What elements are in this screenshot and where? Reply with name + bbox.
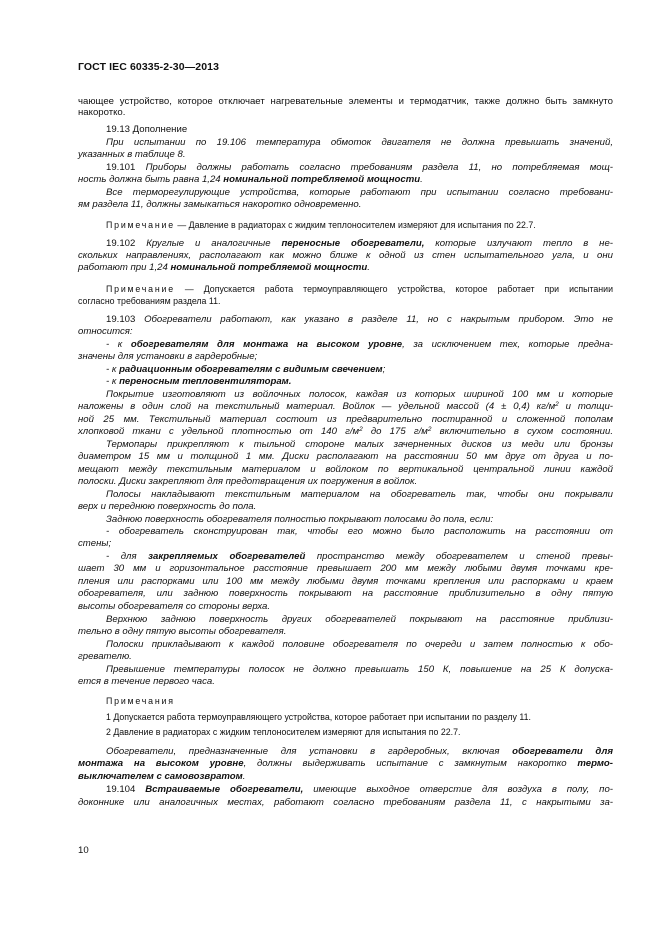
- text-line: Термопары прикрепляют к тыльной стороне малых зачерненных дисков из меди или бронзы: [106, 439, 613, 450]
- text-line: скольких направлениях, располагают как можно ближе к одной из стен испытательного угла, и они: [78, 250, 613, 261]
- text-line: работают при 1,24 номинальной потребляемой мощности.: [78, 262, 370, 273]
- list-item: - для закрепляемых обогревателей пространство между обогревателем и стеной превы-: [106, 551, 613, 562]
- text-line: При испытании по 19.106 температура обмоток двигателя не должна превышать значений,: [106, 137, 613, 148]
- text-line: накоротко.: [78, 107, 126, 118]
- text-line: высоты обогревателя со стороны верха.: [78, 601, 271, 612]
- text-line: Верхнюю заднюю поверхность других обогревателей покрывают на расстояние приблизи-: [106, 614, 613, 625]
- text-line: 19.101 Приборы должны работать согласно требованиям раздела 11, но потребляемая мощ-: [106, 162, 613, 173]
- text-line: Все терморегулирующие устройства, которые работают при испытании согласно требовани-: [106, 187, 613, 198]
- note-item: 2 Давление в радиаторах с жидким теплоносителем измеряют для испытания по 22.7.: [106, 727, 461, 737]
- notes-heading: Примечания: [106, 696, 175, 706]
- text-line: значены для установки в гардеробные;: [78, 351, 258, 362]
- document-header: ГОСТ IEC 60335-2-30—2013: [78, 61, 220, 73]
- text-line: чающее устройство, которое отключает нагревательные элементы и термодатчик, также должно быть замкнуто: [78, 96, 613, 107]
- text-line: ется в течение первого часа.: [78, 676, 215, 687]
- text-line: ной 25 мм. Текстильный материал состоит из предварительно постиранной и сложенной пополам: [78, 414, 613, 425]
- list-item: - обогреватель сконструирован так, чтобы его можно было расположить на расстоянии от: [106, 526, 613, 537]
- text-line: Обогреватели, предназначенные для установки в гардеробных, включая обогреватели для: [106, 746, 613, 757]
- note-line: согласно требованиям раздела 11.: [78, 296, 221, 306]
- text-line: обогревателя, или заднюю поверхность покрывают на расстояние приблизительно в одну пятую: [78, 588, 613, 599]
- page-number: 10: [78, 845, 89, 856]
- note: Примечание — Допускается работа термоуправляющего устройства, которое работает при испытании: [106, 284, 613, 294]
- text-line: диаметром 15 мм и толщиной 1 мм. Диски располагают на расстоянии 50 мм друг от друга и по-: [78, 451, 613, 462]
- section-heading-19-13: 19.13 Дополнение: [106, 124, 188, 135]
- text-line: наложены в один слой на текстильный материал. Войлок — удельной массой (4 ± 0,4) $кг/м^2$ и толщи-: [78, 401, 614, 412]
- text-line: ность должна быть равна 1,24 номинальной потребляемой мощности.: [78, 174, 423, 185]
- text-line: Покрытие изготовляют из войлочных полосок, каждая из которых шириной 100 мм и которые: [106, 389, 613, 400]
- text-line: Полосы накладывают текстильным материалом на обогреватель так, чтобы они покрывали: [106, 489, 613, 500]
- note: Примечание — Давление в радиаторах с жидким теплоносителем измеряют для испытания по 22.7.: [106, 220, 536, 230]
- text-line: Полоски прикладывают к каждой половине обогревателя по очереди и затем полностью к обо-: [106, 639, 613, 650]
- text-line: 19.103 Обогреватели работают, как указано в разделе 11, но с накрытым прибором. Это не: [106, 314, 613, 325]
- text-line: стены;: [78, 538, 112, 549]
- text-line: монтажа на высоком уровне, должны выдерживать испытание с замкнутым накоротко термо-: [78, 758, 613, 769]
- text-line: ям раздела 11, должны замыкаться накоротко одновременно.: [78, 199, 362, 210]
- text-line: доконнике или аналогичных местах, работают согласно требованиям раздела 11, с накрытыми за-: [78, 797, 613, 808]
- text-line: выключателем с самовозвратом.: [78, 771, 246, 782]
- list-item: - к переносным тепловентиляторам.: [106, 376, 292, 387]
- text-line: пления или распорками или 100 мм между любыми двумя точками крепления или распорками и краем: [78, 576, 613, 587]
- text-line: 19.102 Круглые и аналогичные переносные обогреватели, которые излучают тепло в не-: [106, 238, 613, 249]
- note-item: 1 Допускается работа термоуправляющего устройства, которое работает при испытании по разделу 11.: [106, 712, 531, 722]
- text-line: полоски. Диски закрепляют для предотвращения их погружения в войлок.: [78, 476, 418, 487]
- text-line: гревателю.: [78, 651, 132, 662]
- list-item: - к радиационным обогревателям с видимым свечением;: [106, 364, 386, 375]
- list-item: - к обогревателям для монтажа на высоком уровне, за исключением тех, которые предна-: [106, 339, 613, 350]
- text-line: указанных в таблице 8.: [78, 149, 186, 160]
- text-line: Превышение температуры полосок не должно превышать 150 К, повышение на 25 К допуска-: [106, 664, 613, 675]
- text-line: шает 30 мм и горизонтальное расстояние превышает 200 мм между любыми двумя точками кре-: [78, 563, 613, 574]
- text-line: мещают между текстильным материалом и войлоком по вертикальной центральной линии каждой: [78, 464, 613, 475]
- text-line: тельно в одну пятую высоты обогревателя.: [78, 626, 287, 637]
- text-line: 19.104 Встраиваемые обогреватели, имеющие выходное отверстие для воздуха в полу, по-: [106, 784, 613, 795]
- text-line: относится:: [78, 326, 133, 337]
- text-line: Заднюю поверхность обогревателя полностью покрывают полосами до пола, если:: [106, 514, 494, 525]
- text-line: верх и переднюю поверхность до пола.: [78, 501, 257, 512]
- text-line: хлопковой ткани с удельной плотностью от 140 $г/м^2$ до 175 $г/м^2$ включительно в сухом состоянии.: [78, 426, 614, 437]
